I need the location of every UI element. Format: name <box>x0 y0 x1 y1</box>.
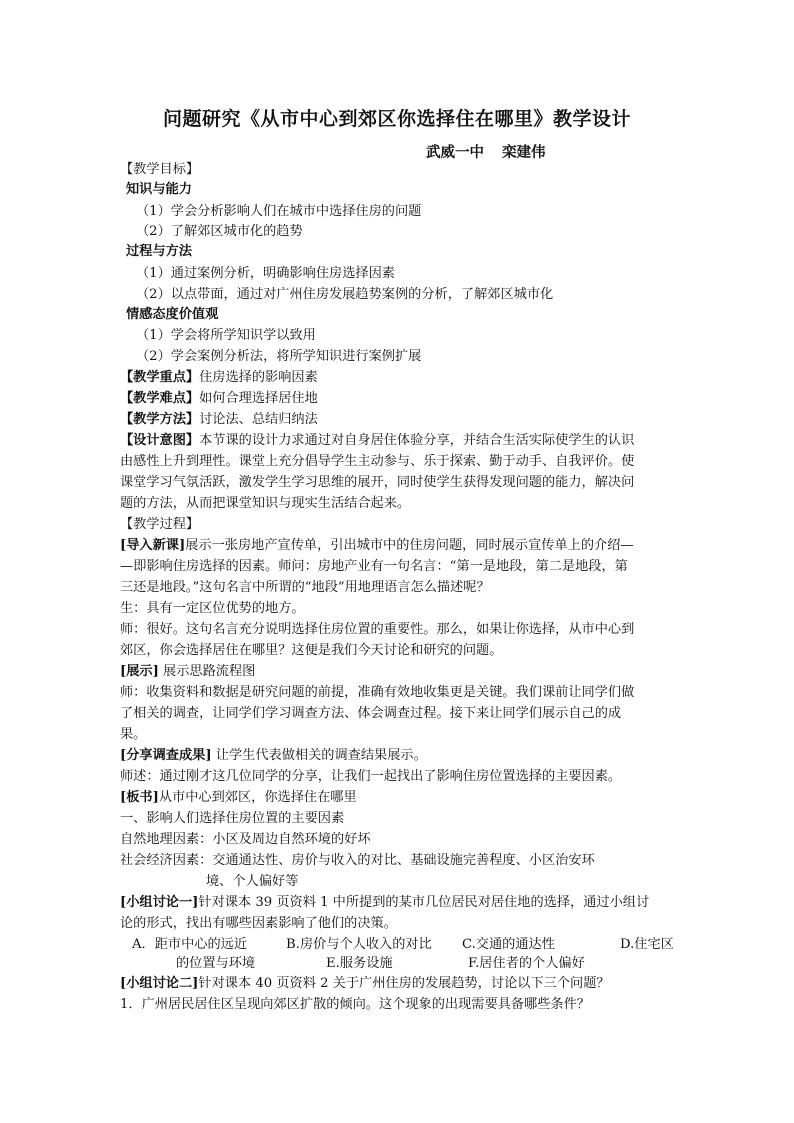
difficulty-line <box>120 389 318 409</box>
keypoint-text: 住房选择的影响因素 <box>199 370 318 385</box>
method-text: 讨论法、总结归纳法 <box>199 412 318 427</box>
knowledge-item-1: （1）学会分析影响人们在城市中选择住房的问题 <box>136 204 422 219</box>
teacher-reply-line-1: 师：很好。这句名言充分说明选择住房位置的重要性。那么，如果让你选择，从市中心到 <box>120 622 635 637</box>
board-text: 从市中心到郊区，你选择住在哪里 <box>158 790 357 805</box>
group1-line-1 <box>120 893 649 913</box>
keypoint-line <box>120 368 318 388</box>
author-name: 栾建伟 <box>502 144 546 161</box>
factors-heading: 一、影响人们选择住房位置的主要因素 <box>120 811 345 826</box>
option-a: A．距市中心的远近 <box>132 937 248 952</box>
group2-text: 针对课本 40 页资料 2 关于广州住房的发展趋势，讨论以下三个问题？ <box>198 976 610 991</box>
emotion-item-2: （2）学会案例分析法，将所学知识进行案例扩展 <box>136 349 422 364</box>
group1-text-1: 针对课本 39 页资料 1 中所提到的某市几位居民对居住地的选择，通过小组讨 <box>198 895 650 910</box>
process-item-2: （2）以点带面，通过对广州住房发展趋势案例的分析，了解郊区城市化 <box>136 287 554 302</box>
group2-line <box>120 974 610 994</box>
board-line <box>120 788 357 808</box>
option-c: C.交通的通达性 <box>462 937 555 952</box>
intro-line-2: —即影响住房选择的因素。师问：房地产业有一句名言：“第一是地段，第二是地段，第 <box>120 559 628 574</box>
student-answer: 生：具有一定区位优势的地方。 <box>120 601 305 616</box>
intro-text-1: 展示一张房地产宣传单，引出城市中的住房问题，同时展示宣传单上的介绍— <box>185 538 634 553</box>
group1-label: [小组讨论一] <box>120 895 199 910</box>
show-label: [展示] <box>120 664 159 679</box>
share-line <box>120 746 427 766</box>
option-e: E.服务设施 <box>326 956 393 971</box>
collect-line-2: 了相关的调查，让同学们学习调查方法、体会调查过程。接下来让同学们展示自己的成 <box>120 706 622 721</box>
question-1: 1．广州居民居住区呈现向郊区扩散的倾向。这个现象的出现需要具备哪些条件？ <box>120 997 590 1012</box>
option-b: B.房价与个人收入的对比 <box>286 937 432 952</box>
method-line <box>120 410 318 430</box>
intent-line-1 <box>120 431 634 451</box>
knowledge-heading: 知识与能力 <box>126 182 192 197</box>
keypoint-label: 【教学重点】 <box>120 370 200 385</box>
summary-line: 师述：通过刚才这几位同学的分享，让我们一起找出了影响住房位置选择的主要因素。 <box>120 769 622 784</box>
intent-line-2: 由感性上升到理性。课堂上充分倡导学生主动参与、乐于探索、勤于动手、自我评价。使 <box>120 454 635 469</box>
method-label: 【教学方法】 <box>120 412 200 427</box>
intent-text-1: 本节课的设计力求通过对自身居住体验分享，并结合生活实际使学生的认识 <box>199 433 635 448</box>
intent-line-4: 题的方法，从而把课堂知识与现实生活结合起来。 <box>120 496 411 511</box>
collect-line-1: 师：收集资料和数据是研究问题的前提，准确有效地收集更是关键。我们课前让同学们做 <box>120 685 635 700</box>
emotion-item-1: （1）学会将所学知识学以致用 <box>136 328 316 343</box>
share-label: [分享调查成果] <box>120 748 212 763</box>
document-title: 问题研究《从市中心到郊区你选择住在哪里》教学设计 <box>162 108 631 130</box>
social-factor-line-1: 社会经济因素：交通通达性、房价与收入的对比、基础设施完善程度、小区治安环 <box>120 853 595 868</box>
knowledge-item-2: （2）了解郊区城市化的趋势 <box>136 224 303 239</box>
author-line <box>426 141 546 162</box>
process-item-1: （1）通过案例分析，明确影响住房选择因素 <box>136 266 395 281</box>
intro-line-3: 三还是地段。”这句名言中所谓的“地段”用地理语言怎么描述呢？ <box>120 580 490 595</box>
intro-line-1 <box>120 536 634 556</box>
natural-factor: 自然地理因素：小区及周边自然环境的好坏 <box>120 832 371 847</box>
process-header: 【教学过程】 <box>120 517 200 532</box>
goals-header: 【教学目标】 <box>120 162 200 177</box>
intro-label: [导入新课] <box>120 538 186 553</box>
share-text: 让学生代表做相关的调查结果展示。 <box>211 748 427 763</box>
intent-label: 【设计意图】 <box>120 433 200 448</box>
board-label: [板书] <box>120 790 159 805</box>
social-factor-line-2: 境、个人偏好等 <box>206 874 299 889</box>
emotion-heading: 情感态度价值观 <box>126 307 219 322</box>
teacher-reply-line-2: 郊区，你会选择居住在哪里？这便是我们今天讨论和研究的问题。 <box>120 643 503 658</box>
author-school: 武威一中 <box>426 144 484 161</box>
group1-line-2: 论的形式，找出有哪些因素影响了他们的决策。 <box>120 916 397 931</box>
option-d: D.住宅区 <box>620 937 674 952</box>
show-line <box>120 662 255 682</box>
show-text: 展示思路流程图 <box>158 664 256 679</box>
group2-label: [小组讨论二] <box>120 976 199 991</box>
collect-line-3: 果。 <box>120 727 147 742</box>
intent-line-3: 课堂学习气氛活跃，激发学生学习思维的展开，同时使学生获得发现问题的能力，解决问 <box>120 475 635 490</box>
difficulty-text: 如何合理选择居住地 <box>199 391 318 406</box>
process-heading: 过程与方法 <box>126 244 192 259</box>
option-f: F.居住者的个人偏好 <box>468 956 585 971</box>
option-d-continued: 的位置与环境 <box>176 956 256 971</box>
difficulty-label: 【教学难点】 <box>120 391 200 406</box>
